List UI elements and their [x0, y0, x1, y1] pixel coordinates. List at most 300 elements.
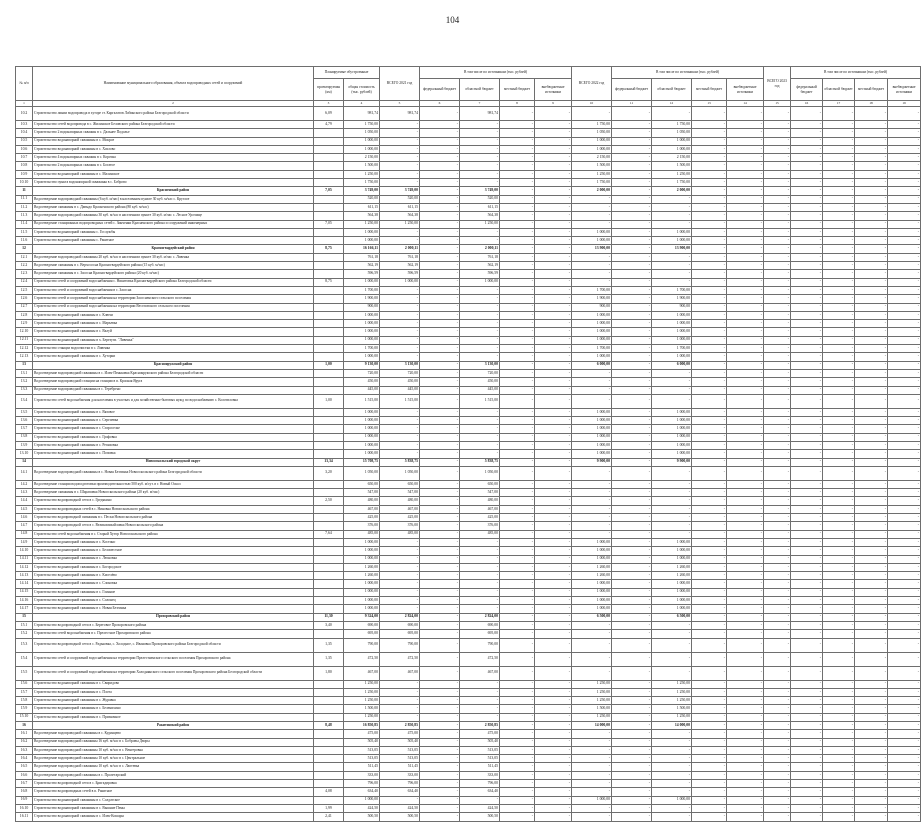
row-local-2022: -	[692, 137, 727, 145]
row-local-2023: -	[855, 295, 888, 303]
row-local-2023: -	[855, 417, 888, 425]
header-no: № п/п	[16, 67, 33, 101]
row-reg-2023: -	[823, 505, 855, 513]
row-name: Строительство 2 водонапорных скважин в с. Дальнее Подолье	[33, 129, 314, 137]
row-local-2023: -	[855, 466, 888, 480]
table-row	[16, 705, 921, 713]
row-fed-2022: -	[612, 572, 652, 580]
row-local-2021: -	[500, 755, 535, 763]
row-number: 13.10	[16, 450, 33, 458]
row-total-2021: 376,00	[380, 522, 420, 530]
row-local-2021: -	[500, 788, 535, 796]
row-local-2022: -	[692, 705, 727, 713]
row-number: 16.3	[16, 746, 33, 754]
row-km	[314, 212, 344, 220]
row-fed-2022: -	[612, 680, 652, 688]
row-reg-2022: 1 000,00	[652, 555, 692, 563]
row-local-2022: -	[692, 563, 727, 571]
header-src-local: местный бюджет	[500, 79, 535, 101]
table-row	[16, 220, 921, 228]
column-index-cell: 6	[420, 101, 460, 107]
row-total-2021: 425,00	[380, 514, 420, 522]
row-local-2021: -	[500, 780, 535, 788]
row-fed-2023: -	[791, 295, 823, 303]
row-reg-2023: -	[823, 145, 855, 153]
row-fed-2023: -	[791, 666, 823, 680]
row-cost: 690,00	[344, 621, 380, 629]
row-total-2022: 1 500,00	[572, 162, 612, 170]
row-other-2022: -	[727, 563, 764, 571]
row-local-2021: -	[500, 680, 535, 688]
row-reg-2021: -	[460, 336, 500, 344]
row-total-2022: -	[572, 253, 612, 261]
row-total-2022: 1 500,00	[572, 705, 612, 713]
column-index-cell: 1	[16, 101, 33, 107]
row-reg-2023: -	[823, 522, 855, 530]
row-other-2023: -	[888, 441, 921, 449]
row-fed-2021: -	[420, 450, 460, 458]
row-reg-2023: -	[823, 713, 855, 721]
row-other-2021: -	[535, 480, 572, 488]
row-other-2021: -	[535, 286, 572, 294]
row-reg-2023: -	[823, 630, 855, 638]
row-km	[314, 441, 344, 449]
row-local-2022: -	[692, 588, 727, 596]
header-src-local: местный бюджет	[692, 79, 727, 101]
row-local-2021: -	[500, 203, 535, 211]
row-other-2022: -	[727, 386, 764, 394]
row-total-2022: 1 000,00	[572, 547, 612, 555]
row-other-2023: -	[888, 203, 921, 211]
row-name: Строительство водонапорной скважины в с. Малинское	[33, 170, 314, 178]
row-reg-2023: -	[823, 417, 855, 425]
row-fed-2023: -	[791, 547, 823, 555]
row-total-2021: 520,00	[380, 195, 420, 203]
row-km	[314, 514, 344, 522]
table-row	[16, 588, 921, 596]
row-local-2021: -	[500, 466, 535, 480]
row-fed-2022: -	[612, 237, 652, 245]
row-local-2023: -	[855, 588, 888, 596]
row-cost: 424,50	[344, 804, 380, 812]
row-reg-2021: 424,50	[460, 804, 500, 812]
row-name: Строительство водонапорной скважины в с. Призначное	[33, 713, 314, 721]
row-reg-2022: -	[652, 763, 692, 771]
row-fed-2023: -	[791, 738, 823, 746]
row-km: 2,41	[314, 813, 344, 821]
row-other-2021: -	[535, 353, 572, 361]
row-number: 16.5	[16, 763, 33, 771]
row-local-2023: -	[855, 705, 888, 713]
row-name: Краснояружский район	[33, 361, 314, 369]
row-other-2022: -	[727, 466, 764, 480]
row-km: 8,75	[314, 245, 344, 253]
row-reg-2023: -	[823, 170, 855, 178]
row-total-2023: -	[764, 505, 791, 513]
row-cost: 511,45	[344, 763, 380, 771]
row-name: Водоотведение скважины в с. Верхососна Красногвардейского района (15 куб. м/час)	[33, 262, 314, 270]
row-fed-2022: -	[612, 547, 652, 555]
row-name: Водоотведение водопроводной скважины в с. Кудинцево	[33, 730, 314, 738]
row-cost: 1 250,00	[344, 713, 380, 721]
row-fed-2022: -	[612, 107, 652, 121]
row-local-2022: -	[692, 666, 727, 680]
header-src-regional: областной бюджет	[652, 79, 692, 101]
row-reg-2022: 1 000,00	[652, 137, 692, 145]
row-local-2021: -	[500, 738, 535, 746]
row-other-2023: -	[888, 755, 921, 763]
row-name: Строительство 4 водонапорных скважин в с. Корочка	[33, 154, 314, 162]
row-fed-2021: -	[420, 433, 460, 441]
row-local-2021: -	[500, 666, 535, 680]
row-local-2022: -	[692, 286, 727, 294]
row-local-2023: -	[855, 746, 888, 754]
row-fed-2021: -	[420, 386, 460, 394]
row-other-2023: -	[888, 722, 921, 730]
row-fed-2023: -	[791, 813, 823, 821]
row-reg-2022: 1 250,00	[652, 713, 692, 721]
row-total-2023: -	[764, 530, 791, 538]
row-number: 11.4	[16, 220, 33, 228]
row-other-2021: -	[535, 253, 572, 261]
row-other-2021: -	[535, 203, 572, 211]
row-other-2023: -	[888, 417, 921, 425]
row-local-2021: -	[500, 311, 535, 319]
row-name: Строительство водонапорной скважины с. Ракитное	[33, 237, 314, 245]
row-other-2023: -	[888, 336, 921, 344]
table-row	[16, 311, 921, 319]
row-cost: 1 000,00	[344, 538, 380, 546]
row-reg-2022: -	[652, 203, 692, 211]
table-row	[16, 145, 921, 153]
row-local-2022: -	[692, 253, 727, 261]
row-local-2021: -	[500, 121, 535, 129]
row-name: Строительство водонапорной скважины в с. Киселёво	[33, 572, 314, 580]
row-local-2023: -	[855, 804, 888, 812]
row-reg-2021: -	[460, 538, 500, 546]
row-local-2021: -	[500, 170, 535, 178]
row-other-2021: -	[535, 666, 572, 680]
row-other-2021: -	[535, 458, 572, 466]
row-other-2021: -	[535, 408, 572, 416]
row-fed-2021: -	[420, 605, 460, 613]
row-local-2023: -	[855, 697, 888, 705]
row-reg-2023: -	[823, 286, 855, 294]
row-reg-2022: -	[652, 480, 692, 488]
row-other-2022: -	[727, 170, 764, 178]
row-local-2023: -	[855, 530, 888, 538]
row-local-2021: -	[500, 408, 535, 416]
row-cost: 650,00	[344, 480, 380, 488]
row-other-2022: -	[727, 212, 764, 220]
row-number: 16.10	[16, 804, 33, 812]
row-other-2022: -	[727, 538, 764, 546]
row-other-2023: -	[888, 303, 921, 311]
row-fed-2022: -	[612, 666, 652, 680]
row-total-2023: -	[764, 466, 791, 480]
column-index-cell: 17	[823, 101, 855, 107]
row-fed-2023: -	[791, 680, 823, 688]
row-local-2022: -	[692, 237, 727, 245]
row-local-2022: -	[692, 522, 727, 530]
table-row	[16, 746, 921, 754]
row-local-2023: -	[855, 195, 888, 203]
row-other-2023: -	[888, 369, 921, 377]
row-fed-2021: -	[420, 129, 460, 137]
row-km	[314, 228, 344, 236]
row-total-2023: -	[764, 417, 791, 425]
row-other-2021: -	[535, 328, 572, 336]
row-total-2021: 513,05	[380, 755, 420, 763]
row-total-2021: 2 824,00	[380, 613, 420, 621]
row-local-2022: -	[692, 480, 727, 488]
row-total-2023: -	[764, 796, 791, 804]
row-total-2022: 1 000,00	[572, 580, 612, 588]
row-reg-2021: 513,05	[460, 755, 500, 763]
row-local-2022: -	[692, 813, 727, 821]
row-other-2022: -	[727, 555, 764, 563]
row-reg-2022: -	[652, 630, 692, 638]
table-row	[16, 270, 921, 278]
row-cost: 333,00	[344, 771, 380, 779]
row-other-2023: -	[888, 107, 921, 121]
row-km	[314, 480, 344, 488]
row-reg-2023: -	[823, 386, 855, 394]
row-total-2022: -	[572, 638, 612, 652]
row-reg-2023: -	[823, 638, 855, 652]
row-reg-2022: 1 000,00	[652, 538, 692, 546]
row-total-2022: -	[572, 378, 612, 386]
row-local-2021: -	[500, 605, 535, 613]
row-other-2022: -	[727, 780, 764, 788]
row-other-2022: -	[727, 630, 764, 638]
row-fed-2022: -	[612, 195, 652, 203]
row-cost: 1 000,00	[344, 278, 380, 286]
row-fed-2021: -	[420, 780, 460, 788]
row-fed-2021: -	[420, 311, 460, 319]
table-row	[16, 780, 921, 788]
row-reg-2023: -	[823, 497, 855, 505]
row-total-2021: 505,40	[380, 738, 420, 746]
row-local-2021: -	[500, 137, 535, 145]
row-number: 10.2	[16, 107, 33, 121]
row-reg-2022: 1 000,00	[652, 328, 692, 336]
row-reg-2022: -	[652, 804, 692, 812]
row-reg-2023: -	[823, 378, 855, 386]
row-reg-2023: -	[823, 588, 855, 596]
header-name: Наименование муниципального образования, объекта водопроводных сетей и сооружений	[33, 67, 314, 101]
row-local-2023: -	[855, 433, 888, 441]
row-fed-2021: -	[420, 262, 460, 270]
row-reg-2021: 790,00	[460, 638, 500, 652]
row-total-2022: 1 000,00	[572, 228, 612, 236]
row-other-2023: -	[888, 394, 921, 408]
row-other-2021: -	[535, 262, 572, 270]
row-other-2022: -	[727, 730, 764, 738]
district-row	[16, 361, 921, 369]
row-cost: 485,00	[344, 530, 380, 538]
row-local-2023: -	[855, 170, 888, 178]
row-km	[314, 262, 344, 270]
row-local-2022: -	[692, 195, 727, 203]
row-reg-2021: 3 130,00	[460, 361, 500, 369]
row-local-2021: -	[500, 572, 535, 580]
row-other-2021: -	[535, 530, 572, 538]
row-name: Строительство сетей и сооружений водоснабжения на территории Прелестненского сельского поселения Прохоровского района	[33, 652, 314, 666]
row-total-2022: 1 700,00	[572, 286, 612, 294]
row-fed-2022: -	[612, 320, 652, 328]
row-name: Строительство водопроводной сети в с. Береговое Прохоровского района	[33, 621, 314, 629]
row-other-2023: -	[888, 638, 921, 652]
row-name: Водоотведение водопроводной станции на станции в п. Красная Яруга	[33, 378, 314, 386]
row-reg-2022: 1 750,00	[652, 179, 692, 187]
row-other-2023: -	[888, 580, 921, 588]
row-number: 11.3	[16, 212, 33, 220]
row-fed-2022: -	[612, 763, 652, 771]
row-km	[314, 286, 344, 294]
row-reg-2023: -	[823, 680, 855, 688]
row-km	[314, 555, 344, 563]
row-reg-2021: -	[460, 121, 500, 129]
row-cost: 475,00	[344, 730, 380, 738]
row-fed-2022: -	[612, 746, 652, 754]
row-km	[314, 320, 344, 328]
row-fed-2022: -	[612, 796, 652, 804]
row-other-2021: -	[535, 345, 572, 353]
row-other-2022: -	[727, 121, 764, 129]
row-reg-2022: 1 250,00	[652, 170, 692, 178]
row-fed-2023: -	[791, 572, 823, 580]
row-local-2023: -	[855, 345, 888, 353]
row-other-2022: -	[727, 572, 764, 580]
row-reg-2023: -	[823, 538, 855, 546]
row-local-2022: -	[692, 538, 727, 546]
table-row	[16, 353, 921, 361]
row-other-2022: -	[727, 638, 764, 652]
row-other-2022: -	[727, 187, 764, 195]
row-other-2022: -	[727, 530, 764, 538]
row-total-2022: -	[572, 505, 612, 513]
row-other-2021: -	[535, 713, 572, 721]
row-total-2021: -	[380, 353, 420, 361]
row-reg-2022: 1 050,00	[652, 129, 692, 137]
row-total-2021: -	[380, 162, 420, 170]
row-other-2021: -	[535, 394, 572, 408]
row-total-2023: -	[764, 220, 791, 228]
row-reg-2022: 1 000,00	[652, 441, 692, 449]
row-fed-2021: -	[420, 771, 460, 779]
row-name: Строительство водонапорной скважины в с. Плота	[33, 688, 314, 696]
row-fed-2023: -	[791, 137, 823, 145]
row-other-2022: -	[727, 489, 764, 497]
row-fed-2022: -	[612, 162, 652, 170]
row-reg-2023: -	[823, 514, 855, 522]
column-index-cell: 13	[692, 101, 727, 107]
row-other-2022: -	[727, 547, 764, 555]
row-other-2023: -	[888, 630, 921, 638]
row-name: Водоотведение водопроводной скважины в с. Новая Безгинка Новооскольского района Белгородской области	[33, 466, 314, 480]
row-total-2022: -	[572, 804, 612, 812]
row-other-2022: -	[727, 666, 764, 680]
row-name: Водоотведение водопроводной скважины 30 куб. м/час в населенном пункте 30 куб. м/час с. Лесное Урочище	[33, 212, 314, 220]
row-name: Строительство сетей и сооружений водоснабжения в с. Засосна	[33, 286, 314, 294]
row-reg-2021: 650,00	[460, 480, 500, 488]
table-row	[16, 137, 921, 145]
row-local-2023: -	[855, 580, 888, 588]
row-fed-2021: -	[420, 212, 460, 220]
row-local-2023: -	[855, 361, 888, 369]
row-km: 1,00	[314, 394, 344, 408]
row-km	[314, 386, 344, 394]
row-total-2022: 1 250,00	[572, 713, 612, 721]
row-number: 14.7	[16, 522, 33, 530]
row-local-2022: -	[692, 303, 727, 311]
row-fed-2022: -	[612, 788, 652, 796]
row-total-2023: -	[764, 730, 791, 738]
row-fed-2021: -	[420, 746, 460, 754]
column-index-cell: 2	[33, 101, 314, 107]
row-number: 12.9	[16, 320, 33, 328]
row-total-2023: -	[764, 369, 791, 377]
row-total-2022: 1 250,00	[572, 680, 612, 688]
row-local-2022: -	[692, 203, 727, 211]
row-local-2022: -	[692, 336, 727, 344]
row-local-2021: -	[500, 613, 535, 621]
row-reg-2022: 1 000,00	[652, 237, 692, 245]
row-reg-2023: -	[823, 320, 855, 328]
row-total-2023: -	[764, 580, 791, 588]
row-fed-2022: -	[612, 262, 652, 270]
row-cost: 1 260,00	[344, 563, 380, 571]
row-local-2021: -	[500, 179, 535, 187]
row-total-2022: 13 900,00	[572, 245, 612, 253]
row-reg-2021: 761,18	[460, 253, 500, 261]
row-total-2021: -	[380, 303, 420, 311]
row-name: Строительство водонапорной скважины в с. Ключи	[33, 311, 314, 319]
row-other-2021: -	[535, 187, 572, 195]
row-other-2022: -	[727, 796, 764, 804]
row-total-2021: 450,00	[380, 378, 420, 386]
row-reg-2021: 376,00	[460, 522, 500, 530]
row-reg-2022: -	[652, 195, 692, 203]
header-src-other: внебюджетные источники	[535, 79, 572, 101]
row-km	[314, 522, 344, 530]
row-fed-2023: -	[791, 555, 823, 563]
row-other-2023: -	[888, 497, 921, 505]
row-number: 14.8	[16, 530, 33, 538]
row-total-2022: 1 000,00	[572, 441, 612, 449]
row-other-2022: -	[727, 763, 764, 771]
row-number: 16.2	[16, 738, 33, 746]
row-cost: 562,19	[344, 262, 380, 270]
row-local-2021: -	[500, 278, 535, 286]
table-row	[16, 804, 921, 812]
row-other-2022: -	[727, 137, 764, 145]
row-name: Водоотведение водопроводной скважины 20 куб. м/час в населенном пункте 30 куб. м/час с. Ливенка	[33, 253, 314, 261]
row-name: Строительство водонапорной скважины в с. Поповка	[33, 450, 314, 458]
row-total-2022: -	[572, 278, 612, 286]
row-total-2023: -	[764, 353, 791, 361]
row-fed-2023: -	[791, 145, 823, 153]
row-reg-2021: 485,00	[460, 530, 500, 538]
row-reg-2022: 1 700,00	[652, 286, 692, 294]
row-other-2021: -	[535, 137, 572, 145]
table-row	[16, 228, 921, 236]
row-cost: 9 324,00	[344, 613, 380, 621]
row-number: 10.3	[16, 121, 33, 129]
row-local-2021: -	[500, 722, 535, 730]
row-fed-2023: -	[791, 203, 823, 211]
